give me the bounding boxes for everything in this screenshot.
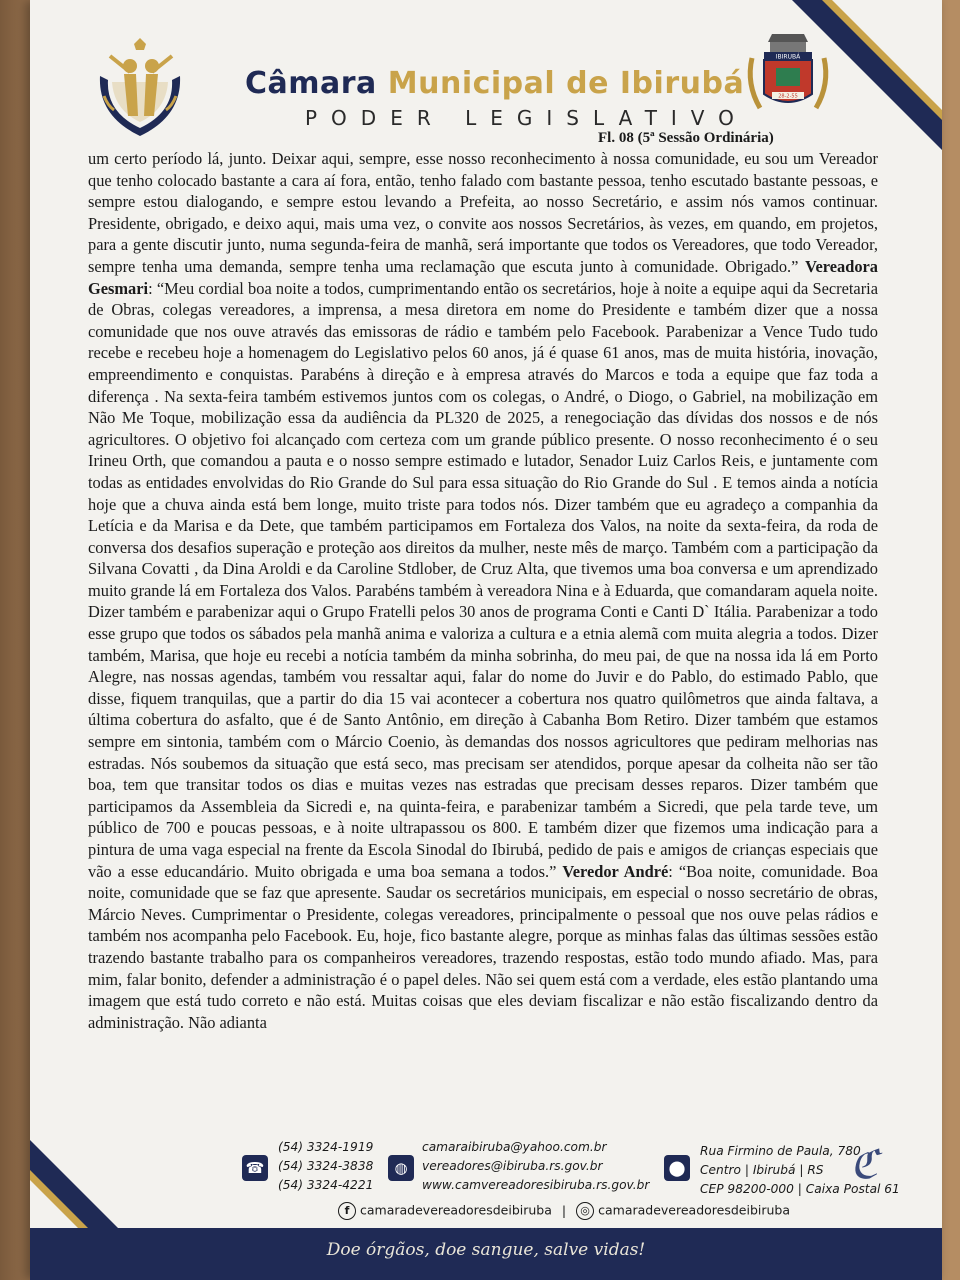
website-link[interactable]: www.camvereadoresibiruba.rs.gov.br: [422, 1178, 650, 1192]
email-link[interactable]: camaraibiruba@yahoo.com.br: [422, 1140, 607, 1154]
page-subtitle: PODER LEGISLATIVO: [305, 106, 748, 130]
chamber-logo-icon: [90, 36, 190, 140]
speaker-name: Vereadora Gesmari: [88, 256, 878, 298]
phone-icon: ☎: [242, 1155, 268, 1181]
email-list: [422, 1138, 649, 1195]
handwritten-signature: ℭ: [850, 1142, 879, 1188]
corner-decoration-top-inner: [832, 0, 942, 110]
address-line: Rua Firmino de Paula, 780: [700, 1144, 861, 1158]
footer-motto: Doe órgãos, doe sangue, salve vidas!: [326, 1240, 646, 1260]
footer-band: [30, 1228, 942, 1280]
instagram-icon: ◎: [576, 1202, 594, 1220]
phone-number: (54) 3324-3838: [278, 1159, 374, 1173]
facebook-handle[interactable]: camaradevereadoresdeibiruba: [360, 1202, 552, 1218]
facebook-icon: f: [338, 1202, 356, 1220]
address-line: CEP 98200-000 | Caixa Postal 61: [700, 1182, 900, 1196]
folio-label: Fl. 08 (5ª Sessão Ordinária): [598, 130, 774, 146]
social-links: [338, 1202, 790, 1220]
globe-icon: ◍: [388, 1155, 414, 1181]
phone-number: (54) 3324-1919: [278, 1140, 374, 1154]
body-segment-3: : “Boa noite, comunidade. Boa noite, comunidade que se faz que apresente. Saudar os secretários municipais, em especial o nosso secretário de obras, Márcio Neves. Cumprimentar o Presidente, colegas vereadores, principalmente o pessoal que nos ouve pelas rádios e também nos acompanha pelo Facebook. Eu, hoje, fico bastante alegre, porque as minhas falas das últimas sessões estão trazendo bastante trabalho para os companheiros vereadores, trazendo respostas, estão todo mundo afiado. Mas, para mim, falar bonito, defender a administração é o papel deles. Não sei quem está com a verdade, eles estão plantando uma imagem que está tudo correto e não está. Muitas coisas que eles deviam fiscalizar e não estão fiscalizando dentro da administração. Não adianta: [88, 861, 878, 1032]
address-line: Centro | Ibirubá | RS: [700, 1163, 824, 1177]
location-pin-icon: ⬤: [664, 1155, 690, 1181]
body-segment-2: : “Meu cordial boa noite a todos, cumprimentando então os secretários, hoje à noite a equipe aqui da Secretaria de Obras, colegas vereadores, a imprensa, a mesa diretora em nome do Presidente e também dizer que a nossa comunidade que nos ouve através das emissoras de rádio e também pelo Facebook. Parabenizar a Vence Tudo tudo recebe e recebeu hoje a homenagem do Legislativo pelos 60 anos, já é quase 61 anos, mas de muita história, inovação, empreendimento e conquistas. Parabéns à direção e à empresa através do Marcos e toda a equipe que faz toda a diferença . Na sexta-feira também estivemos juntos com os colegas, o André, o Diogo, o Gabriel, na mobilização em Não Me Toque, mobilização essa da audiência da PL320 de 2025, a renegociação das dívidas dos nossos e de nós agricultores. O objetivo foi alcançado com certeza com um grande público presente. O nosso reconhecimento é o seu Irineu Orth, que comandou a pauta e o nosso sempre estimado e lutador, Senador Luiz Carlos Reis, e juntamente com todas as entidades envolvidas do Rio Grande do Sul para essa situação do Rio Grande do Sul . E temos ainda a notícia hoje que a chuva ainda está bem longe, muito triste para todos nós. Dizer também que eu agradeço a companhia da Letícia e da Marisa e da Dete, que também participamos em Fortaleza dos Valos, na noite da sexta-feira, da roda de conversa dos desafios superação e proteção aos direitos da mulher, neste mês de março. Também com a participação da Silvana Covatti , da Dina Aroldi e da Caroline Stdlober, de Cruz Alta, que tivemos uma boa conversa e um aprendizado muito grande lá em Fortaleza dos Valos. Parabéns também à vereadora Nina e à Eduarda, que comandaram aquela noite. Dizer também e parabenizar aqui o Grupo Fratelli pelos 30 anos de programa Conti e Canti D` Itália. Parabenizar a todo esse grupo que todos os sábados pela manhã anima e valoriza a cultura e a etnia alemã com muita alegria a todos. Dizer também, Marisa, que hoje eu recebi a notícia também da minha sobrinha, do meu pai, de que na nossa ida lá em Porto Alegre, nas nossas agendas, também vou ressaltar aqui, falar do nome do Juvir e do Pablo, do estimado Pablo, que disse, fiquem tranquilas, que a partir do dia 15 vai acontecer a cobertura nos quatro quilômetros que ainda faltava, a última cobertura do asfalto, que é de Santo Antônio, em direção à Cabanha Bom Retiro. Dizer também que estamos sempre em sintonia, também com o Márcio Coenio, às demandas dos nossos agricultores que pediram melhorias nas estradas. Nós soubemos da situação que está seco, mas precisam ser atendidos, porque apesar da colheita não ser tão boa, tem que transitar todos os dias e muitas vezes nas estradas que precisam desses reparos. Dizer também que participamos da Assembleia da Sicredi e, na quinta-feira, e parabenizar também a Sicredi, que pela tarde teve, um público de 700 e poucas pessoas, e à noite ultrapassou os 800. E também dizer que fizemos uma indicação para a pintura de uma vaga especial na frente da Escola Sinodal do Ibirubá, pedido de pais e amigos de crianças especiais que vão a esse educandário. Muito obrigada e uma boa semana a todos.”: [88, 278, 878, 881]
crest-banner-text: IBIRUBÁ: [775, 53, 801, 61]
document-page: [30, 0, 942, 1280]
footer-contacts: [240, 1138, 920, 1198]
speaker-name: Veredor André: [562, 861, 669, 881]
email-link[interactable]: vereadores@ibiruba.rs.gov.br: [422, 1159, 603, 1173]
body-segment-1: um certo período lá, junto. Deixar aqui, sempre, esse nosso reconhecimento à nossa comunidade, eu sou um Vereador que tenho colocado bastante a cara aí fora, então, tenho falado com bastante pessoa, tenho escutado bastante pessoas, e sempre estou dialogando, e sempre estou levando a Prefeita, ao nosso Secretário, e assim nós vamos continuar. Presidente, obrigado, e deixo aqui, mais uma vez, o convite aos nossos Secretários, às vezes, em quando, em projetos, para a gente discutir junto, numa segunda-feira de manhã, será importante que todos os Vereadores, que todo Vereador, sempre tenha uma demanda, sempre tenha uma reclamação que escuta junto à comunidade. Obrigado.”: [88, 149, 878, 276]
title-camara: Câmara: [245, 66, 377, 101]
city-crest-icon: [742, 28, 834, 122]
crest-date-text: 28-2-55: [778, 93, 798, 100]
page-title: [245, 66, 744, 101]
phone-list: [278, 1138, 373, 1195]
instagram-handle[interactable]: camaradevereadoresdeibiruba: [598, 1202, 791, 1218]
title-municipal: Municipal de Ibirubá: [387, 66, 745, 101]
separator: |: [561, 1202, 567, 1218]
phone-number: (54) 3324-4221: [278, 1178, 374, 1192]
minutes-body: [88, 148, 878, 1033]
